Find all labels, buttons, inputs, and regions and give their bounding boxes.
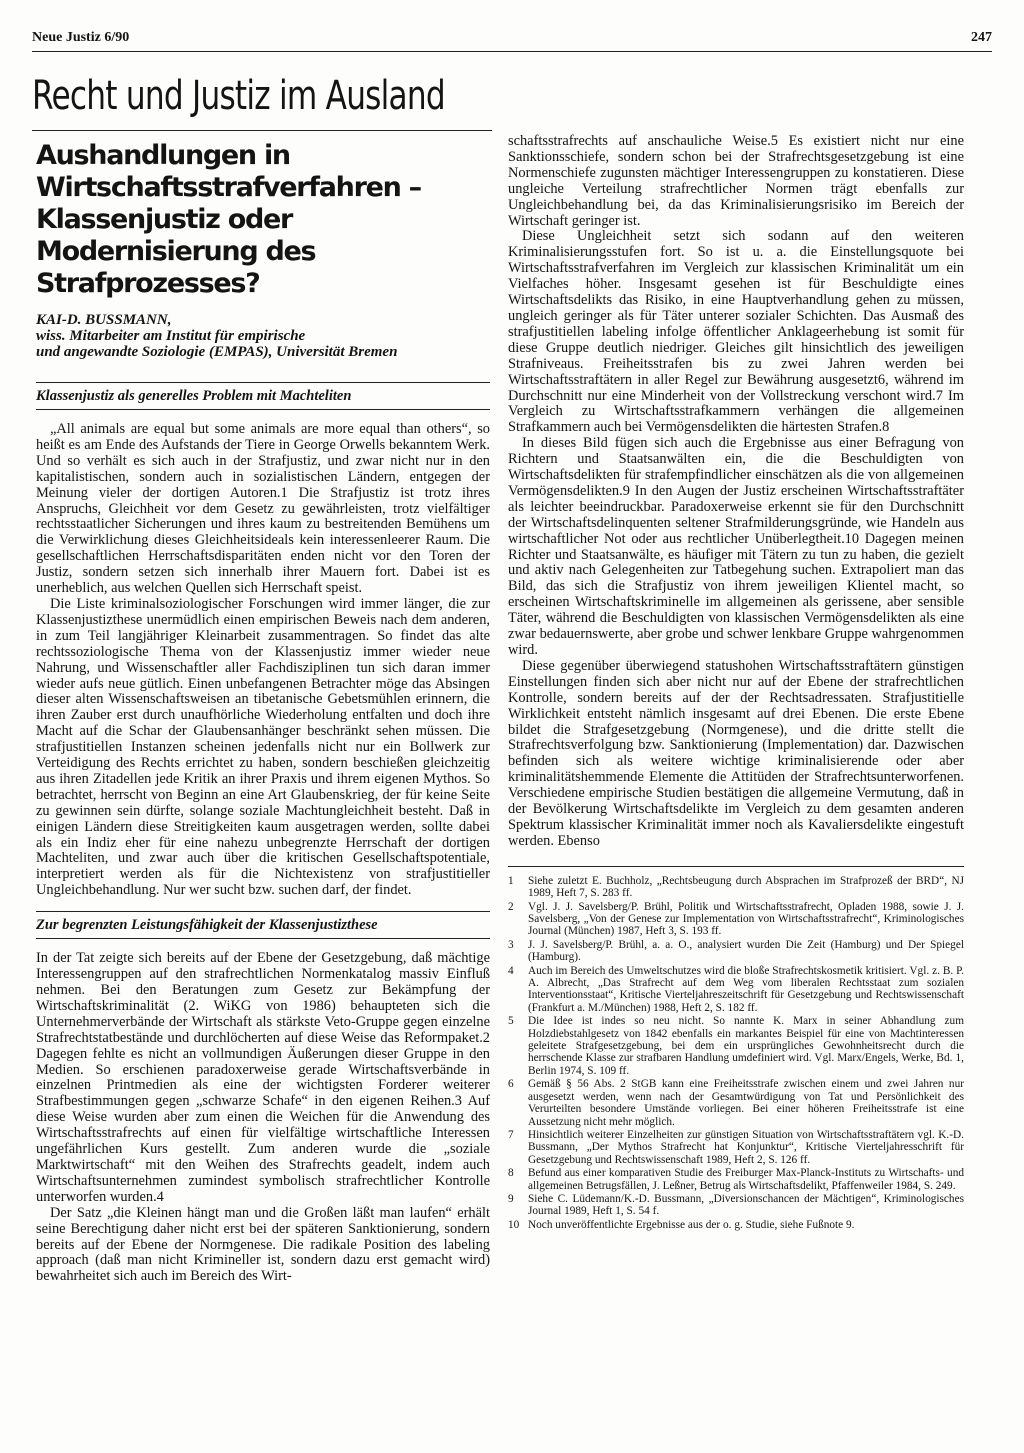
section-rule (32, 130, 492, 131)
footnote-number: 7 (508, 1128, 514, 1141)
left-column (36, 134, 490, 1285)
footnote-text: Befund aus einer komparativen Studie des Freiburger Max-Planck-Instituts zu Wirtschafts- und allgemeinen Betrugsfällen, J. Leßner, Betrug als Wirtschaftsdelikt, Pfaffenweiler 1984, S. 249. (528, 1167, 964, 1192)
footnote-text: Siehe zuletzt E. Buchholz, „Rechtsbeugung durch Absprachen im Strafprozeß der BRD“, NJ 1989, Heft 7, S. 283 ff. (528, 874, 964, 900)
footnote-text: J. J. Savelsberg/P. Brühl, a. a. O., analysiert wurden Die Zeit (Hamburg) und Der Spiegel (Hamburg). (528, 938, 964, 964)
footnote (508, 939, 964, 964)
footnote-number: 2 (508, 900, 514, 913)
footnote-rule (508, 866, 964, 867)
footnote-text: Auch im Bereich des Umweltschutzes wird die bloße Strafrechtskosmetik kritisiert. Vgl. z. B. P. A. Albrecht, „Das Strafrecht auf dem Weg vom liberalen Rechtsstaat zum sozialen Interventionsstaat“, Kritische Vierteljahreszeitschrift für Gesetzgebung und Rechtswissenschaft (Frankfurt a. M./München) 1988, Heft 2, S. 182 ff. (528, 964, 964, 1014)
journal-issue: Neue Justiz 6/90 (32, 30, 130, 45)
footnote-number: 8 (508, 1167, 514, 1180)
footnote-number: 10 (508, 1218, 520, 1231)
paragraph: In dieses Bild fügen sich auch die Ergebnisse aus einer Befragung von Richtern und Staatsanwälten ein, die die Beschuldigten von Wirtschaftsdelikten für strafempfindlicher einschätzen als die von allgemeinen Vermögensdelikten.9 In den Augen der Justiz erscheinen Wirtschaftsstraftäter als leichter beeindruckbar. Paradoxerweise erkennt sie für den Durchschnitt der Wirtschaftsdelinquenten seltener Strafmilderungsgründe, wie Handeln aus wirtschaftlicher Not oder aus rechtlicher Unüberlegtheit.10 Dagegen meinen Richter und Staatsanwälte, es häufiger mit Tätern zu tun zu haben, die gezielt und aktiv nach Gelegenheiten zur Tatbegehung suchen. Extrapoliert man das Bild, das sich die Strafjustiz von ihrem jeweiligen Klientel macht, so erscheinen Wirtschaftskriminelle im allgemeinen als gerissene, aber sensible Täter, während die Beschuldigten von klassischen Vermögensdelikten als eine zwar bedauernswerte, aber grobe und schwer lenkbare Gruppe wahrgenommen wird. (508, 435, 964, 658)
footnote-number: 6 (508, 1078, 514, 1091)
author-affiliation-1: wiss. Mitarbeiter am Institut für empirische (36, 328, 306, 344)
footnote-number: 4 (508, 964, 514, 977)
subheading-klassenjustiz: Klassenjustiz als generelles Problem mit Machteliten (36, 382, 490, 410)
footnote (508, 1078, 964, 1128)
section-title: Recht und Justiz im Ausland (32, 73, 445, 119)
paragraph: schaftsstrafrechts auf anschauliche Weise.5 Es existiert nicht nur eine Sanktionsschiefe, sondern schon bei der Strafrechtsgesetzgebung ist eine Normenschiefe zugunsten mächtiger Interessengruppen zu konstatieren. Diese ungleiche Verteilung strafrechtlicher Normen trägt ebenfalls zur Ungleichbehandlung bei, da das Kriminalisierungsrisiko im Bereich der Wirtschaft geringer ist. (508, 133, 964, 229)
footnote-text: Hinsichtlich weiterer Einzelheiten zur günstigen Situation von Wirtschaftsstraftätern vgl. K.-D. Bussmann, „Der Mythos Strafrecht hat Konjunktur“, Kritische Vierteljahresschrift für Gesetzgebung und Rechtswissenschaft 1989, Heft 2, S. 126 ff. (528, 1128, 964, 1166)
header-rule (32, 51, 992, 52)
paragraph: Der Satz „die Kleinen hängt man und die Großen läßt man laufen“ erhält seine Berechtigung daher nicht erst bei der späteren Sanktionierung, sondern bereits auf der Ebene der Normgenese. Die radikale Position des labeling approach (daß man nicht Krimineller ist, sondern dazu erst gemacht wird) bewahrheitet sich auch im Bereich des Wirt- (36, 1204, 490, 1285)
footnote-number: 1 (508, 874, 514, 887)
footnote (508, 1193, 964, 1218)
author-name: KAI-D. BUSSMANN, (36, 312, 172, 328)
footnote-text: Vgl. J. J. Savelsberg/P. Brühl, Politik und Wirtschaftsstrafrecht, Opladen 1988, sowie J. J. Savelsberg, „Von der Genese zur Implementation von Wirtschaftsstrafrecht“, Kriminologisches Journal (München) 1987, Heft 3, S. 193 ff. (528, 900, 964, 938)
paragraph: Diese gegenüber überwiegend statushohen Wirtschaftsstraftätern günstigen Einstellungen finden sich aber nicht nur auf der Ebene der strafrechtlichen Kontrolle, sondern bereits auf der der Rechtsadressaten. Strafjustitielle Wirklichkeit entsteht nämlich insgesamt auf drei Ebenen. Die erste Ebene bildet die Strafgesetzgebung (Normgenese), und die dritte stellt die Strafrechtsverfolgung bzw. Sanktionierung (Implementation) dar. Dazwischen befinden sich als weitere wichtige kriminalisierende oder aber kriminalitätshemmende Elemente die Attitüden der Strafrechtsunterworfenen. Verschiedene empirische Studien bestätigen die allgemeine Vermutung, daß in der Bevölkerung Wirtschaftsdelikte im Vergleich zu dem gesamten anderen Spektrum klassischer Kriminalität immer noch als Kavaliersdelikte eingestuft werden. Ebenso (508, 657, 964, 849)
running-header (32, 30, 992, 48)
footnote-text: Gemäß § 56 Abs. 2 StGB kann eine Freiheitsstrafe zwischen einem und zwei Jahren nur ausgesetzt werden, wenn nach der Gesamtwürdigung von Tat und Persönlichkeit des Verurteilten besondere Umstände vorliegen. Bei einer höheren Freiheitsstrafe ist eine Aussetzung nicht mehr möglich. (528, 1078, 964, 1128)
article-title: Aushandlungen in Wirtschaftsstrafverfahren – Klassenjustiz oder Modernisierung des Strafprozesses? (36, 140, 421, 299)
subheading-leistungsfaehigkeit: Zur begrenzten Leistungsfähigkeit der Klassenjustizthese (36, 911, 490, 939)
footnote-text: Die Idee ist indes so neu nicht. So nannte K. Marx in seiner Abhandlung zum Holzdiebstahlgesetz von 1842 ebenfalls ein markantes Beispiel für eine von Machtinteressen geleitete Strafgesetzgebung, bei dem ein ursprüngliches Gewohnheitsrecht durch die herrschende Klasse zur strafbaren Handlung umdefiniert wird. Vgl. Marx/Engels, Werke, Bd. 1, Berlin 1974, S. 109 ff. (528, 1015, 964, 1077)
footnote-text: Siehe C. Lüdemann/K.-D. Bussmann, „Diversionschancen der Mächtigen“, Kriminologisches Journal 1989, Heft 1, S. 54 f. (528, 1192, 964, 1218)
footnotes (508, 875, 964, 1231)
footnote (508, 1167, 964, 1192)
footnote-number: 3 (508, 938, 514, 951)
paragraph: Die Liste kriminalsoziologischer Forschungen wird immer länger, die zur Klassenjustizthese unermüdlich einen empirischen Beweis nach dem anderen, in zum Teil langjähriger Kleinarbeit zusammentragen. So findet das alte rechtssoziologische Thema von der Klassenjustiz immer wieder neue Nahrung, und Wissenschaftler aller Fachdisziplinen tun sich daran immer wieder aufs neue gütlich. Einen unbefangenen Betrachter möge das Absingen dieser alten Wissenschaftsweisen an tibetanische Gebetsmühlen erinnern, die ihren Zauber erst durch unaufhörliche Wiederholung entfalten und doch ihre Macht auf die Schar der Glaubensanhänger beschränkt sehen müssen. Die strafjustitiellen Instanzen scheinen jedenfalls nicht nur ein Bollwerk zur Verteidigung des Rechts errichtet zu haben, sondern beschießen gleichzeitig aus ihren Zitadellen jede Kritik an ihrer Praxis und ihrem eigenen Mythos. So betrachtet, herrscht von Beginn an eine Art Glaubenskrieg, der für keine Seite zu gewinnen sein dürfte, solange soziale Machtungleichheit besteht. Daß in einigen Ländern diese Streitigkeiten kaum ausgetragen werden, sollte dabei als ein Indiz eher für eine nahezu unbegrenzte Herrschaft der dortigen Machteliten, und zwar auch über die kritischen Gesellschaftspotentiale, interpretiert werden als für die Nichtexistenz von strafjustitieller Ungleichbehandlung. Nur wer sucht bzw. suchen darf, der findet. (36, 595, 490, 899)
footnote-number: 9 (508, 1192, 514, 1205)
footnote-number: 5 (508, 1015, 514, 1028)
paragraph: Diese Ungleichheit setzt sich sodann auf den weiteren Kriminalisierungsstufen fort. So ist u. a. die Einstellungsquote bei Wirtschaftsstrafverfahren im Vergleich zur klassischen Kriminalität um ein Vielfaches höher. Insgesamt gesehen ist für Beschuldigte eines Wirtschaftsdelikts das Risiko, in eine Hauptverhandlung gehen zu müssen, ungleich geringer als für Täter unterer sozialer Schichten. Das Ausmaß des strafjustitiellen labeling infolge öffentlicher Anklageerhebung ist somit für diese Gruppe deutlich niedriger. Gleiches gilt hinsichtlich des jeweiligen Strafniveaus. Freiheitsstrafen bis zu zwei Jahren werden bei Wirtschaftsstraftätern in aller Regel zur Bewährung ausgesetzt6, während im Durchschnitt nur eine Minderheit von der Vollstreckung verschont wird.7 Im Vergleich zu Wirtschaftsstrafkammern verhängen die allgemeinen Strafkammern auch bei Vermögensdelikten die härtesten Strafen.8 (508, 228, 964, 436)
footnote-text: Noch unveröffentlichte Ergebnisse aus der o. g. Studie, siehe Fußnote 9. (528, 1218, 855, 1231)
footnote (508, 965, 964, 1015)
footnote (508, 1219, 964, 1231)
page-number: 247 (971, 30, 992, 45)
footnote (508, 1015, 964, 1077)
right-column (508, 134, 964, 1232)
author-block (36, 312, 490, 360)
footnote (508, 1129, 964, 1166)
paragraph: „All animals are equal but some animals are more equal than others“, so heißt es am Ende des Aufstands der Tiere in George Orwells bekanntem Werk. Und so verhält es sich auch in der Strafjustiz, und zwar nicht nur in den kapitalistischen, sondern auch in sozialistischen Ländern, entgegen der Meinung vieler der dortigen Autoren.1 Die Strafjustiz ist trotz ihres Anspruchs, Gleichheit vor dem Gesetz zu gewährleisten, trotz vielfältiger rechtsstaatlicher Sicherungen und ihres kaum zu bestreitenden Bemühens um die Verwirklichung dieses Gleichheitsideals kein interessenleerer Raum. Die gesellschaftlichen Herrschaftsdisparitäten enden nicht vor den Toren der Justiz, sondern setzen sich innerhalb ihrer Mauern fort. Dabei ist es unerheblich, aus welchen Quellen sich Herrschaft speist. (36, 421, 490, 597)
paragraph: In der Tat zeigte sich bereits auf der Ebene der Gesetzgebung, daß mächtige Interessengruppen auf den strafrechtlichen Normenkatalog massiv Einfluß nehmen. Bei den Beratungen zum Gesetz zur Bekämpfung der Wirtschaftskriminalität (2. WiKG von 1986) behaupteten sich die Unternehmerverbände der Wirtschaft als stärkste Veto-Gruppe gegen einzelne Strafrechtstatbestände und durchlöcherten auf diese Weise das Reformpaket.2 Dagegen fehlte es nicht an vollmundigen Äußerungen dieser Gruppe in den Medien. So erschienen paradoxerweise gerade Wirtschaftsverbände in einzelnen Printmedien als eine der wichtigsten Forderer weiterer Strafbestimmungen gegen „schwarze Schafe“ in den eigenen Reihen.3 Auf diese Weise wurden aber zum einen die Weichen für die Anwendung des Wirtschaftsstrafrechts auf einen für vielfältige wirtschaftliche Interessen ungefährlichen Kurs gestellt. Zum anderen wurde die „soziale Marktwirtschaft“ mit den Weihen des Strafrechts geadelt, indem auch Wirtschaftsunternehmen zumindest symbolisch strafrechtlicher Kontrolle unterworfen wurden.4 (36, 950, 490, 1205)
footnote (508, 901, 964, 938)
author-affiliation-2: und angewandte Soziologie (EMPAS), Universität Bremen (36, 344, 398, 360)
footnote (508, 875, 964, 900)
